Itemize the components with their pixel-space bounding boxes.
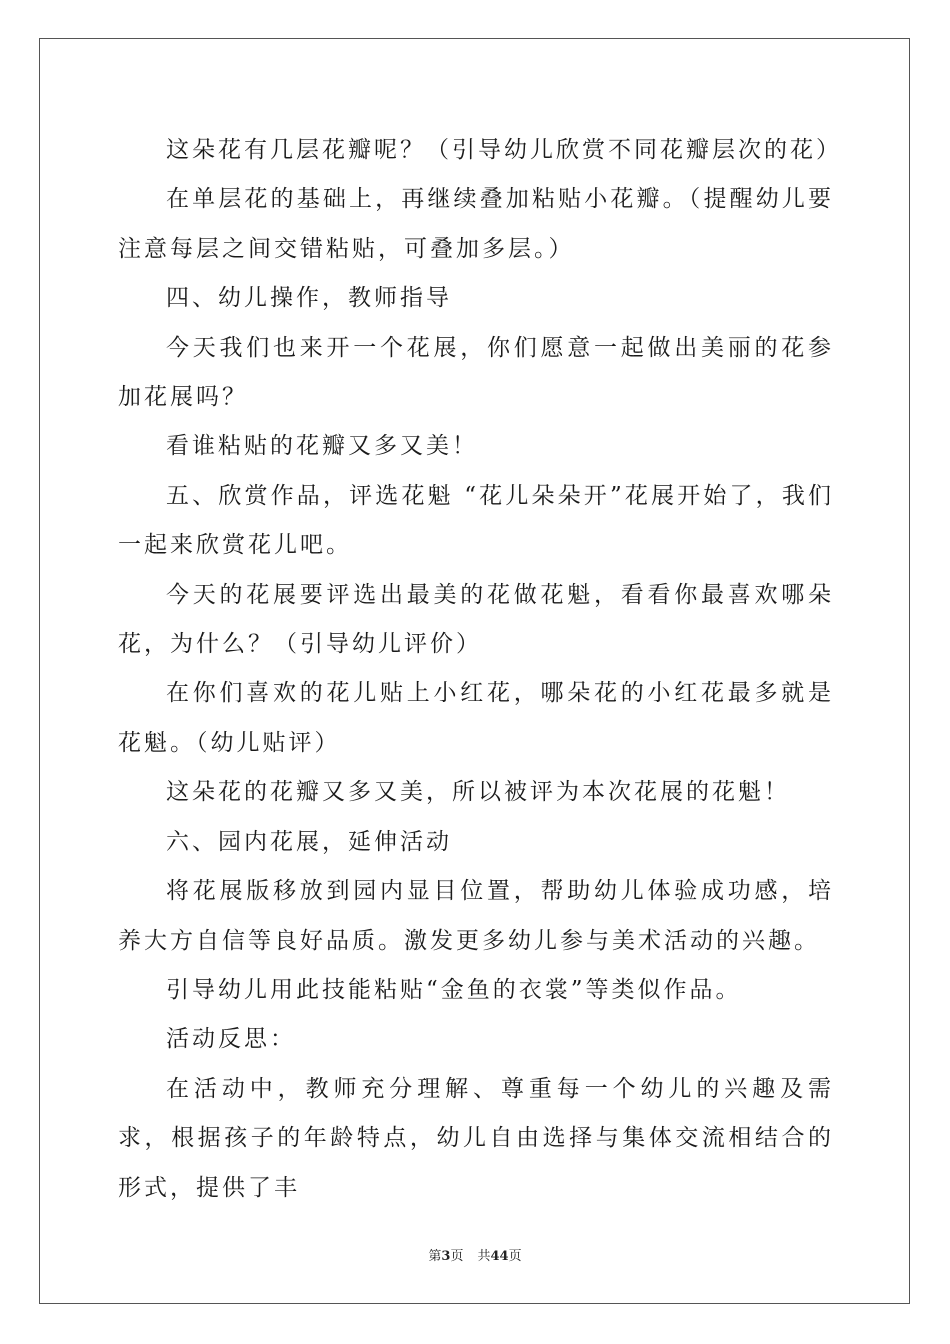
paragraph: 在单层花的基础上，再继续叠加粘贴小花瓣。（提醒幼儿要注意每层之间交错粘贴，可叠加多层。） [118, 186, 834, 262]
paragraph: 今天我们也来开一个花展，你们愿意一起做出美丽的花参加花展吗？ [118, 334, 834, 411]
document-body [118, 126, 842, 1213]
paragraph: 这朵花有几层花瓣呢？（引导幼儿欣赏不同花瓣层次的花） [166, 137, 842, 163]
paragraph: 在你们喜欢的花儿贴上小红花，哪朵花的小红花最多就是花魁。（幼儿贴评） [118, 680, 834, 756]
page-footer [0, 1245, 950, 1264]
total-suffix: 页 [508, 1249, 522, 1264]
page-prefix: 第 [428, 1249, 442, 1264]
total-pages: 44 [490, 1249, 509, 1264]
paragraph: 这朵花的花瓣又多又美，所以被评为本次花展的花魁！ [166, 779, 790, 806]
paragraph: 看谁粘贴的花瓣又多又美！ [166, 433, 478, 460]
section-heading: 活动反思： [166, 1026, 296, 1053]
paragraph: 今天的花展要评选出最美的花做花魁，看看你最喜欢哪朵花，为什么？（引导幼儿评价） [118, 581, 834, 658]
page-number: 3 [441, 1249, 451, 1264]
paragraph: 将花展版移放到园内显目位置，帮助幼儿体验成功感，培养大方自信等良好品质。激发更多幼儿参与美术活动的兴趣。 [118, 878, 834, 954]
total-prefix: 共 [477, 1249, 491, 1264]
section-heading: 四、幼儿操作，教师指导 [166, 285, 452, 312]
paragraph: 引导幼儿用此技能粘贴“金鱼的衣裳”等类似作品。 [166, 976, 742, 1003]
section-heading: 五、欣赏作品，评选花魁 “花儿朵朵开”花展开始了，我们一起来欣赏花儿吧。 [118, 482, 834, 559]
paragraph: 在活动中，教师充分理解、尊重每一个幼儿的兴趣及需求，根据孩子的年龄特点，幼儿自由选择与集体交流相结合的形式，提供了丰 [118, 1075, 834, 1201]
section-heading: 六、园内花展，延伸活动 [166, 828, 452, 855]
page-suffix: 页 [450, 1249, 464, 1264]
